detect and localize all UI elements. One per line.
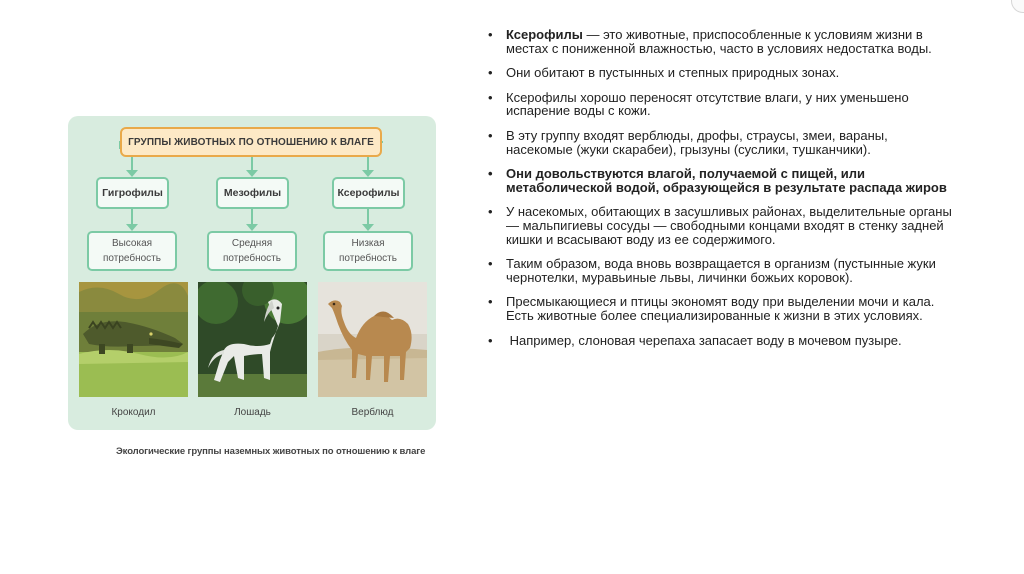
bullet-text: — это животные, приспособленные к условиям жизни в местах с пониженной влажностью, часто в условиях недостатка воды. (506, 27, 932, 56)
need-high: Высокая потребность (87, 231, 177, 271)
bullet-item (486, 295, 954, 322)
group-mesophiles: Мезофилы (216, 177, 289, 209)
crocodile-photo (79, 282, 188, 397)
moisture-groups-diagram (68, 116, 436, 430)
animal-label-crocodile: Крокодил (111, 407, 156, 418)
bullet-item (486, 129, 954, 156)
bullet-item (486, 205, 954, 246)
need-low: Низкая потребность (323, 231, 413, 271)
diagram-caption: Экологические группы наземных животных по отношению к влаге (116, 446, 426, 457)
bullet-item (486, 257, 954, 284)
bullet-text: Они довольствуются влагой, получаемой с пищей, или метаболической водой, образующейся в результате распада жиров (506, 166, 947, 195)
diagram-header: ГРУППЫ ЖИВОТНЫХ ПО ОТНОШЕНИЮ К ВЛАГЕ (120, 127, 382, 157)
bullet-item-emphasis (486, 167, 954, 194)
group-xerophiles: Ксерофилы (332, 177, 405, 209)
bullet-text: Пресмыкающиеся и птицы экономят воду при выделении мочи и кала. Есть животные более специализированные к жизни в этих условиях. (506, 294, 935, 323)
bullet-text: Таким образом, вода вновь возвращается в организм (пустынные жуки чернотелки, муравьиные львы, личинки божьих коровок). (506, 256, 936, 285)
horse-photo (198, 282, 307, 397)
bullet-item (486, 28, 954, 55)
bullet-text: Ксерофилы хорошо переносят отсутствие влаги, у них уменьшено испарение воды с кожи. (506, 89, 909, 119)
slide-corner-fold (1011, 0, 1024, 13)
bullet-item (486, 91, 954, 118)
bullet-item (486, 66, 954, 80)
bullet-text: В эту группу входят верблюды, дрофы, страусы, змеи, вараны, насекомые (жуки скарабеи), грызуны (суслики, тушканчики). (506, 127, 888, 157)
animal-label-camel: Верблюд (351, 407, 394, 418)
bullet-item (486, 334, 954, 348)
need-medium: Средняя потребность (207, 231, 297, 271)
bullet-lead-term: Ксерофилы (506, 27, 583, 42)
animal-label-horse: Лошадь (234, 407, 271, 418)
bullet-text: У насекомых, обитающих в засушливых районах, выделительные органы — мальпигиевы сосуды — свободными концами входят в стенку задней кишки и всасывают воду из ее содержимого. (506, 204, 952, 247)
camel-photo (318, 282, 427, 397)
bullet-list (486, 28, 954, 358)
group-hygrophiles: Гигрофилы (96, 177, 169, 209)
bullet-text: Например, слоновая черепаха запасает воду в мочевом пузыре. (506, 332, 902, 348)
bullet-text: Они обитают в пустынных и степных природных зонах. (506, 65, 840, 81)
